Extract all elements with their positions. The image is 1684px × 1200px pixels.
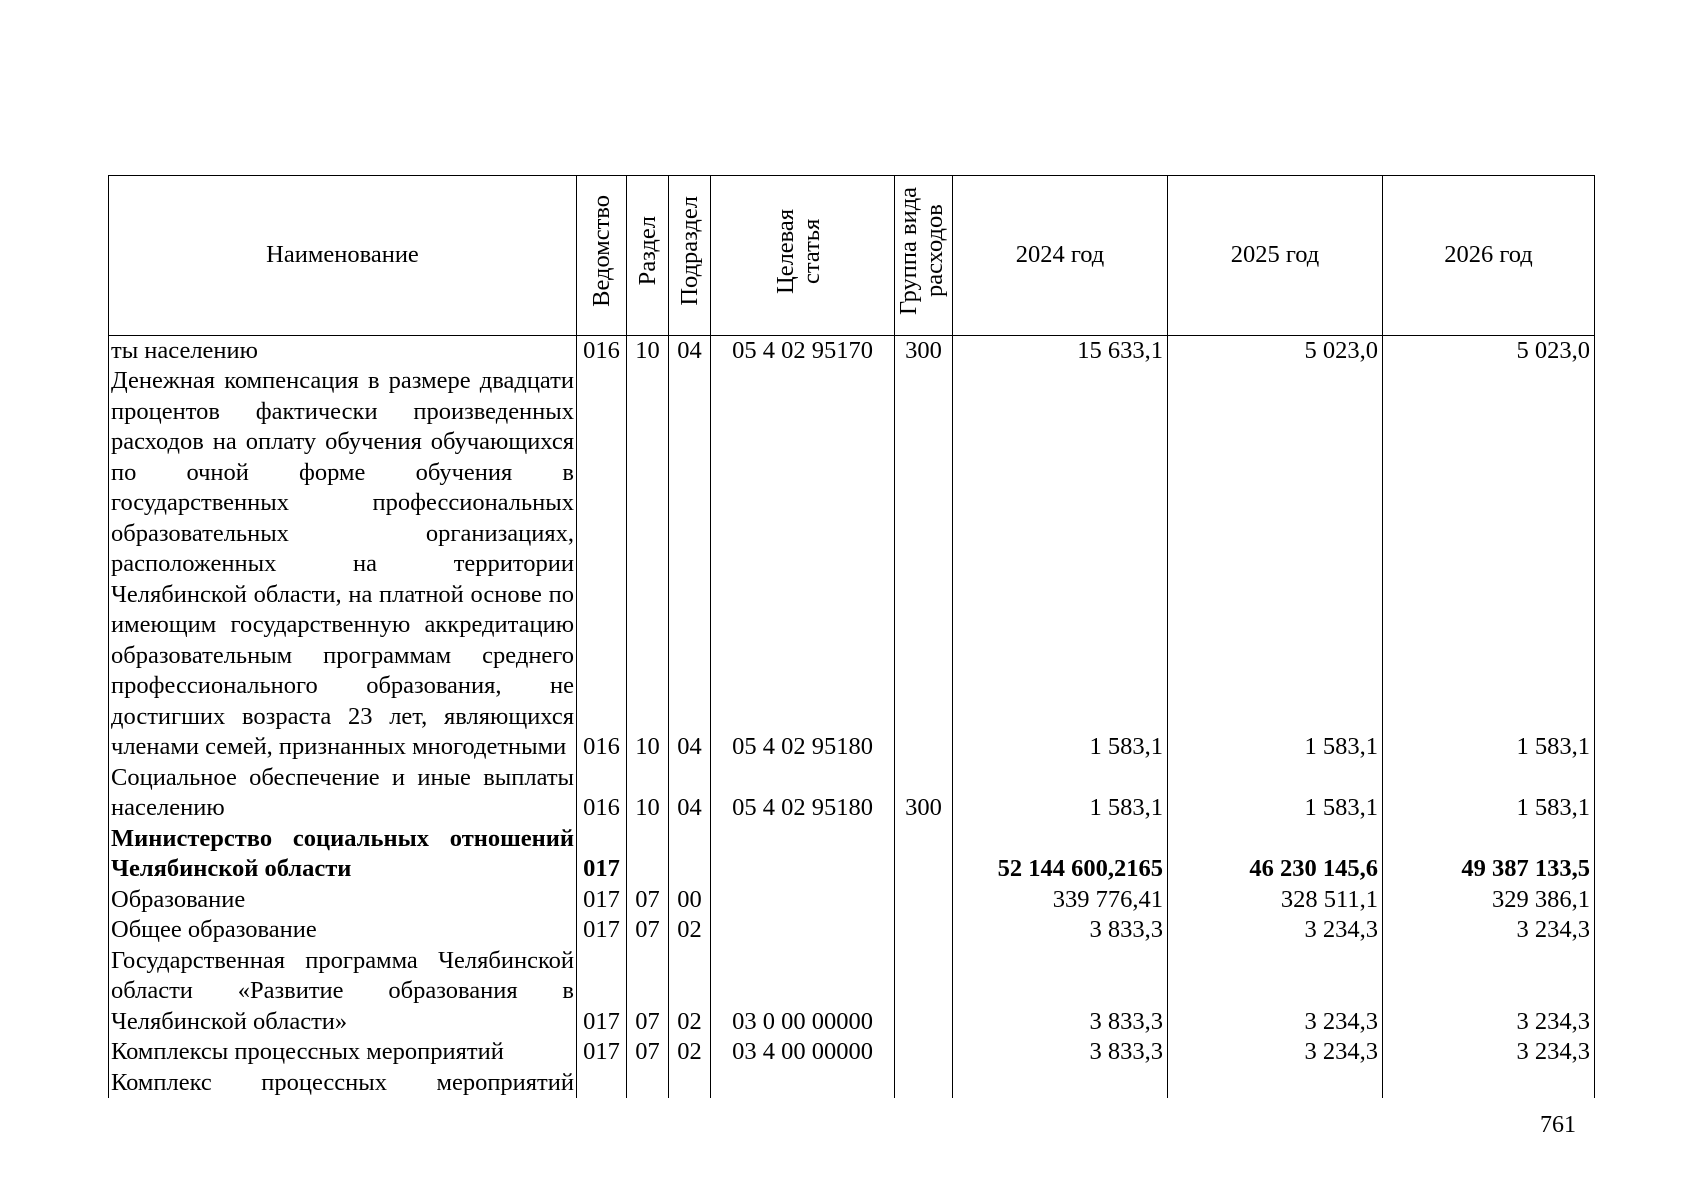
- header-year-2024: 2024 год: [953, 176, 1168, 336]
- row-dept: 017: [577, 1037, 627, 1068]
- row-subsection: 02: [669, 946, 711, 1038]
- row-target: 05 4 02 95180: [711, 763, 895, 824]
- row-dept: 016: [577, 763, 627, 824]
- row-name: Комплекс процессных мероприятий: [109, 1068, 577, 1099]
- header-section: [627, 176, 669, 336]
- row-dept: [577, 1068, 627, 1099]
- row-name: Комплексы процессных мероприятий: [109, 1037, 577, 1068]
- row-year-2024: 339 776,41: [953, 885, 1168, 916]
- row-year-2026: 1 583,1: [1383, 763, 1595, 824]
- row-year-2026: 3 234,3: [1383, 915, 1595, 946]
- row-year-2024: 1 583,1: [953, 366, 1168, 763]
- row-year-2024: 15 633,1: [953, 335, 1168, 366]
- row-section: 07: [627, 885, 669, 916]
- row-dept: 017: [577, 885, 627, 916]
- row-subsection: 04: [669, 763, 711, 824]
- row-group: [895, 1068, 953, 1099]
- row-year-2026: 49 387 133,5: [1383, 824, 1595, 885]
- table-header: [109, 176, 1595, 336]
- header-year-2025: 2025 год: [1168, 176, 1383, 336]
- row-target: [711, 824, 895, 885]
- table-row: [109, 824, 1595, 885]
- row-group: 300: [895, 763, 953, 824]
- budget-table: [108, 175, 1595, 1098]
- row-subsection: 02: [669, 1037, 711, 1068]
- row-section: 10: [627, 335, 669, 366]
- row-group: [895, 824, 953, 885]
- row-target: 05 4 02 95170: [711, 335, 895, 366]
- row-dept: 017: [577, 915, 627, 946]
- header-subsection: [669, 176, 711, 336]
- row-dept: 017: [577, 946, 627, 1038]
- row-section: 07: [627, 915, 669, 946]
- row-group: [895, 1037, 953, 1068]
- row-target: [711, 1068, 895, 1099]
- row-section: 10: [627, 763, 669, 824]
- row-target: 05 4 02 95180: [711, 366, 895, 763]
- row-year-2024: 52 144 600,2165: [953, 824, 1168, 885]
- row-subsection: 04: [669, 366, 711, 763]
- header-group-label: Группа вида расходов: [894, 186, 948, 316]
- row-group: [895, 885, 953, 916]
- row-year-2025: 328 511,1: [1168, 885, 1383, 916]
- row-year-2026: 3 234,3: [1383, 1037, 1595, 1068]
- row-name: Общее образование: [109, 915, 577, 946]
- row-subsection: 00: [669, 885, 711, 916]
- row-year-2026: [1383, 1068, 1595, 1099]
- table-row: [109, 1068, 1595, 1099]
- row-year-2024: 3 833,3: [953, 915, 1168, 946]
- row-section: 07: [627, 946, 669, 1038]
- table-row: [109, 366, 1595, 763]
- row-name: Денежная компенсация в размере двадцати процентов фактически произведенных расходов на оплату обучения обучающихся по очной форме обучения в государственных профессиональных образовательных организациях, расположенных на территории Челябинской области, на платной основе по имеющим государственную аккредитацию образовательным программам среднего профессионального образования, не достигших возраста 23 лет, являющихся членами семей, признанных многодетными: [109, 366, 577, 763]
- row-section: 10: [627, 366, 669, 763]
- row-group: [895, 366, 953, 763]
- table-row: [109, 763, 1595, 824]
- table-row: [109, 1037, 1595, 1068]
- row-subsection: [669, 1068, 711, 1099]
- header-subsection-label: Подраздел: [675, 196, 703, 306]
- row-year-2024: [953, 1068, 1168, 1099]
- row-dept: 017: [577, 824, 627, 885]
- header-section-label: Раздел: [633, 216, 661, 286]
- table-row: [109, 885, 1595, 916]
- budget-sheet: [108, 175, 1594, 1098]
- table-row: [109, 335, 1595, 366]
- row-year-2024: 3 833,3: [953, 1037, 1168, 1068]
- table-row: [109, 915, 1595, 946]
- row-subsection: 02: [669, 915, 711, 946]
- row-name: ты населению: [109, 335, 577, 366]
- row-year-2025: 3 234,3: [1168, 915, 1383, 946]
- row-target: [711, 885, 895, 916]
- row-name: Образование: [109, 885, 577, 916]
- row-year-2025: 1 583,1: [1168, 763, 1383, 824]
- row-year-2025: 5 023,0: [1168, 335, 1383, 366]
- row-target: [711, 915, 895, 946]
- header-target-label: Целевая статья: [771, 208, 825, 294]
- row-name: Министерство социальных отношений Челябинской области: [109, 824, 577, 885]
- table-row: [109, 946, 1595, 1038]
- row-section: 07: [627, 1037, 669, 1068]
- header-name: Наименование: [109, 176, 577, 336]
- row-subsection: [669, 824, 711, 885]
- header-dept: [577, 176, 627, 336]
- row-year-2025: 1 583,1: [1168, 366, 1383, 763]
- row-group: [895, 915, 953, 946]
- row-target: 03 0 00 00000: [711, 946, 895, 1038]
- row-year-2024: 1 583,1: [953, 763, 1168, 824]
- row-dept: 016: [577, 335, 627, 366]
- row-subsection: 04: [669, 335, 711, 366]
- row-year-2025: 3 234,3: [1168, 946, 1383, 1038]
- header-group: [895, 176, 953, 336]
- row-dept: 016: [577, 366, 627, 763]
- row-year-2024: 3 833,3: [953, 946, 1168, 1038]
- row-year-2026: 5 023,0: [1383, 335, 1595, 366]
- row-year-2026: 329 386,1: [1383, 885, 1595, 916]
- row-year-2026: 3 234,3: [1383, 946, 1595, 1038]
- header-dept-label: Ведомство: [587, 195, 615, 307]
- header-year-2026: 2026 год: [1383, 176, 1595, 336]
- row-year-2026: 1 583,1: [1383, 366, 1595, 763]
- row-group: [895, 946, 953, 1038]
- row-group: 300: [895, 335, 953, 366]
- row-year-2025: [1168, 1068, 1383, 1099]
- row-section: [627, 824, 669, 885]
- row-target: 03 4 00 00000: [711, 1037, 895, 1068]
- header-target: [711, 176, 895, 336]
- row-year-2025: 46 230 145,6: [1168, 824, 1383, 885]
- row-year-2025: 3 234,3: [1168, 1037, 1383, 1068]
- page-number: 761: [1540, 1112, 1576, 1138]
- row-name: Государственная программа Челябинской области «Развитие образования в Челябинской области»: [109, 946, 577, 1038]
- row-name: Социальное обеспечение и иные выплаты населению: [109, 763, 577, 824]
- row-section: [627, 1068, 669, 1099]
